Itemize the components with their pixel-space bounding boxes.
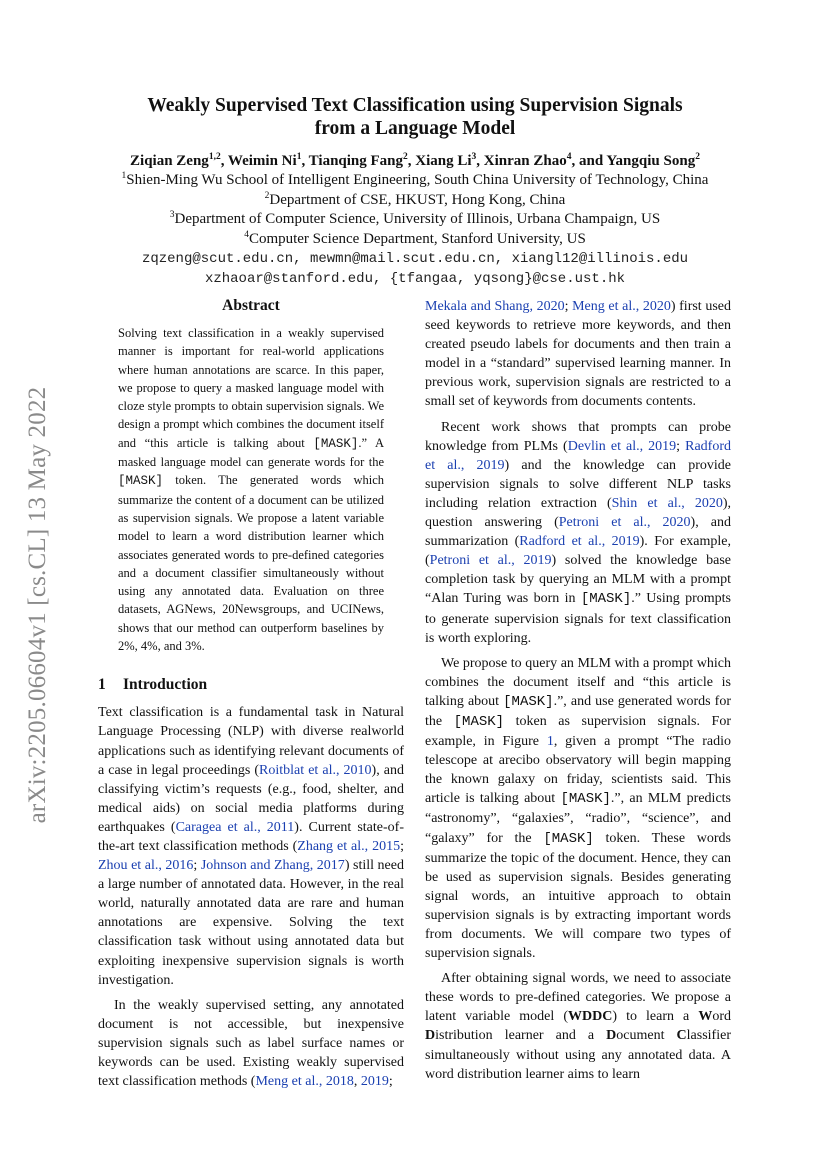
bold-text: W (698, 1009, 713, 1025)
citation-link[interactable]: Radford et al., 2019 (519, 534, 640, 550)
body-paragraph: After obtaining signal words, we need to associate these words to pre-defined categories. We propose a latent variable model (WDDC) to learn a Word Distribution learner and a Document Classifier simultaneously without using any annotated data. A word distribution learner aims to learn (425, 971, 731, 1082)
author-affil-mark: 2 (695, 152, 700, 162)
affiliation-text: Computer Science Department, Stanford University, US (248, 230, 586, 247)
affiliation-text: Department of Computer Science, University of Illinois, Urbana Champaign, US (174, 211, 661, 227)
affiliation-mark: 3 (169, 210, 175, 220)
author-affil-mark: 1,2 (208, 152, 221, 162)
citation-link[interactable]: Petroni et al., 2019 (429, 553, 552, 569)
citation-link[interactable]: Petroni et al., 2020 (558, 515, 691, 531)
author-affil-mark: 1 (296, 152, 302, 162)
body-paragraph: Recent work shows that prompts can probe knowledge from PLMs (Devlin et al., 2019; Radford et al., 2019) and the knowledge can provide supervision signals to solve different NLP tasks including relation extraction (Shin et al., 2020), question answering (Petroni et al., 2020), and summarization (Radford et al., 2019). For example, (Petroni et al., 2019) solved the knowledge base completion task by querying an MLM with a prompt “Alan Turing was born in [MASK].” Using prompts to generate supervision signals for text classification is worth exploring. (425, 419, 732, 646)
affiliation-line (90, 210, 740, 230)
body-paragraph: We propose to query an MLM with a prompt which combines the document itself and “this article is talking about [MASK].”, and use generated words for the [MASK] token as supervision signals. For example, in Figure 1, given a prompt “The radio telescope at arecibo observatory will begin mapping the known galaxy on friday, scientists said. This article is talking about [MASK].”, an MLM predicts “astronomy”, “galaxies”, “radio”, “science”, and “galaxy” for the [MASK] token. These words summarize the topic of the document. Hence, they can be used as supervision signals. Besides generating signal words, an intuitive approach to obtain supervision signals is by extracting important words from documents. We will compare two types of supervision signals. (425, 655, 731, 962)
author-name: Xiang Li (415, 153, 472, 169)
mask-token: [MASK] (543, 830, 594, 847)
section-number: 1 (98, 676, 106, 694)
mask-token: [MASK] (503, 693, 554, 710)
paper-title-line-2: from a Language Model (314, 118, 516, 139)
author-list: Ziqian Zeng$^{1,2}$, Weimin Ni$^1$, Tianqing Fang$^2$, Xiang Li$^3$, Xinran Zhao$^4$, and Yangqiu Song$^2$ (130, 152, 700, 169)
affiliation-text: Shien-Ming Wu School of Intelligent Engineering, South China University of Technology, China (126, 172, 709, 188)
bold-text: WDDC (568, 1009, 613, 1025)
author-name: Ziqian Zeng (130, 153, 209, 169)
right-column (425, 297, 731, 1084)
section-heading-introduction (98, 676, 404, 694)
section-title: Introduction (123, 676, 208, 694)
citation-link[interactable]: Johnson and Zhang, 2017 (200, 858, 345, 874)
citation-link[interactable]: 1 (546, 734, 554, 750)
affiliation-line (90, 171, 740, 191)
title-block (90, 94, 740, 289)
abstract-heading: Abstract (222, 297, 280, 314)
author-name: Xinran Zhao (483, 153, 567, 169)
mask-token: [MASK] (453, 713, 505, 730)
affiliation-mark: 2 (264, 190, 270, 201)
citation-link[interactable]: 2019 (360, 1074, 389, 1090)
citation-link[interactable]: Caragea et al., 2011 (175, 819, 295, 835)
bold-text: D (425, 1028, 436, 1044)
arxiv-side-stamp (22, 355, 54, 855)
email-line-2: xzhaoar@stanford.edu, {tfangaa, yqsong}@cse.ust.hk (204, 271, 626, 287)
citation-link[interactable]: Roitblat et al., 2010 (259, 762, 372, 778)
author-affil-mark: 4 (566, 152, 572, 162)
citation-link[interactable]: Zhou et al., 2016 (98, 858, 194, 874)
citation-link[interactable]: Radford et al., 2019 (425, 438, 732, 473)
affiliation-text: Department of CSE, HKUST, Hong Kong, China (269, 191, 566, 208)
body-paragraph: Mekala and Shang, 2020; Meng et al., 2020) first used seed keywords to retrieve more keywords, and then created pseudo labels for documents and then train a model in a “standard” supervised learning manner. In previous work, supervision signals are restricted to a small set of keywords from documents contents. (425, 299, 731, 410)
affiliation-line (90, 191, 740, 211)
mask-token: [MASK] (313, 436, 359, 451)
abstract-body: Solving text classification in a weakly supervised manner is important for real-world applications where human annotations are scarce. In this paper, we propose to query a masked language model with cloze style prompts to obtain supervision signals. We design a prompt which combines the document itself and “this article is talking about [MASK].” A masked language model can generate words for the [MASK] token. The generated words which summarize the content of a document can be utilized as supervision signals. We propose a latent variable model to learn a word distribution learner which associates generated words to pre-defined categories and a document classifier simultaneously without using any annotated data. Evaluation on three datasets, AGNews, 20Newsgroups, and UCINews, shows that our method can outperform baselines by 2%, 4%, and 3%. (118, 326, 384, 654)
mask-token: [MASK] (580, 591, 632, 608)
citation-link[interactable]: Shin et al., 2020 (611, 495, 723, 511)
author-name: Weimin Ni (227, 153, 297, 169)
affiliation-mark: 1 (121, 171, 127, 181)
affiliation-line (90, 230, 740, 250)
author-affil-mark: 2 (403, 152, 408, 162)
body-paragraph: In the weakly supervised setting, any annotated document is not accessible, but inexpensive supervision signals such as label surface names or keywords can be used. Existing weakly supervised text classification methods (Meng et al., 2018, 2019; (98, 997, 404, 1090)
bold-text: C (676, 1028, 687, 1044)
arxiv-id-text: arXiv:2205.06604v1 [cs.CL] 13 May 2022 (24, 386, 51, 824)
citation-link[interactable]: Meng et al., 2020 (572, 299, 671, 314)
affiliation-list (90, 171, 740, 249)
right-body-text (425, 297, 731, 1084)
mask-token: [MASK] (118, 474, 164, 489)
bold-text: D (606, 1028, 617, 1044)
left-body-text (98, 703, 404, 1091)
paper-title-line-1: Weakly Supervised Text Classification using Supervision Signals (147, 95, 683, 116)
body-paragraph: Text classification is a fundamental task in Natural Language Processing (NLP) with diverse realworld applications such as identifying relevant documents of a case in legal proceedings (Roitblat et al., 2010), and classifying victim’s requests (e.g., food, shelter, and medical aids) on social media platforms during earthquakes (Caragea et al., 2011). Current state-of-the-art text classification methods (Zhang et al., 2015; Zhou et al., 2016; Johnson and Zhang, 2017) still need a large number of annotated data. However, in the real world, naturally annotated data are rare and human annotations are expensive. Solving the text classification task without using annotated data but exploiting inexpensive supervision signals is worth investigation. (98, 705, 404, 988)
left-column (98, 297, 404, 1091)
author-name: Yangqiu Song (606, 153, 696, 169)
citation-link[interactable]: Zhang et al., 2015 (297, 839, 401, 854)
affiliation-mark: 4 (244, 229, 249, 240)
mask-token: [MASK] (560, 791, 611, 808)
citation-link[interactable]: Devlin et al., 2019 (567, 438, 677, 454)
citation-link[interactable]: Meng et al., 2018 (255, 1074, 354, 1090)
author-name: Tianqing Fang (308, 153, 404, 169)
author-affil-mark: 3 (471, 152, 477, 162)
citation-link[interactable]: Mekala and Shang, 2020 (425, 299, 565, 314)
email-line-1: zqzeng@scut.edu.cn, mewmn@mail.scut.edu.cn, xiangl12@illinois.edu (141, 251, 689, 267)
